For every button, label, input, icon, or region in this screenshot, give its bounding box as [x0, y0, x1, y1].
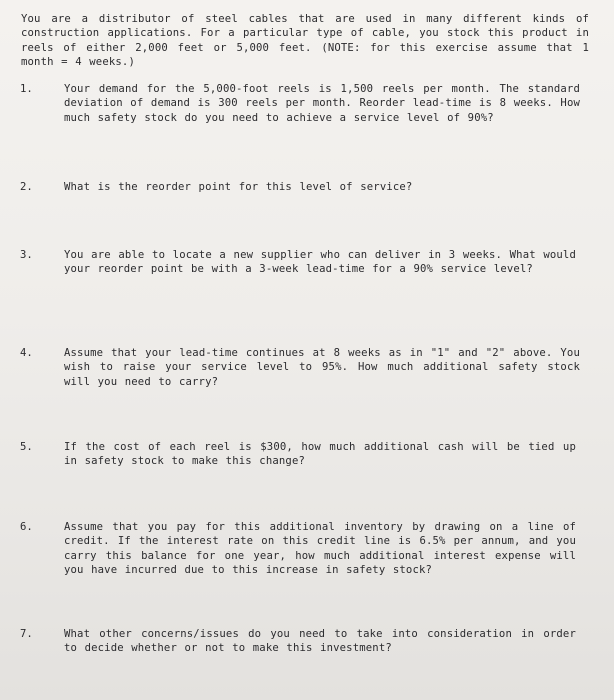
- intro-paragraph: You are a distributor of steel cables that are used in many different kinds of construction applications. For a particular type of cable, you stock this product in reels of either 2,000 feet or 5,000 feet. (NOTE: for this exercise assume that 1 month = 4 weeks.): [21, 13, 589, 69]
- question-number: 4.: [20, 347, 33, 359]
- question-text: What other concerns/issues do you need to take into consideration in order to decide whether or not to make this investment?: [64, 628, 576, 655]
- question-number: 7.: [20, 628, 33, 640]
- question-number: 3.: [20, 249, 33, 261]
- question-text: Your demand for the 5,000-foot reels is 1,500 reels per month. The standard deviation of demand is 300 reels per month. Reorder lead-time is 8 weeks. How much safety stock do you need to achieve a service level of 90%?: [64, 83, 580, 124]
- question-number: 1.: [20, 83, 33, 95]
- question-text: If the cost of each reel is $300, how much additional cash will be tied up in safety stock to make this change?: [64, 441, 576, 468]
- question-number: 6.: [20, 521, 33, 533]
- question-text: Assume that your lead-time continues at 8 weeks as in "1" and "2" above. You wish to raise your service level to 95%. How much additional safety stock will you need to carry?: [64, 347, 580, 388]
- question-text: You are able to locate a new supplier who can deliver in 3 weeks. What would your reorder point be with a 3-week lead-time for a 90% service level?: [64, 249, 576, 276]
- question-text: Assume that you pay for this additional inventory by drawing on a line of credit. If the interest rate on this credit line is 6.5% per annum, and you carry this balance for one year, how much additional interest expense will you have incurred due to this increase in safety stock?: [64, 521, 576, 577]
- question-number: 5.: [20, 441, 33, 453]
- question-number: 2.: [20, 181, 33, 193]
- question-text: What is the reorder point for this level of service?: [64, 181, 413, 193]
